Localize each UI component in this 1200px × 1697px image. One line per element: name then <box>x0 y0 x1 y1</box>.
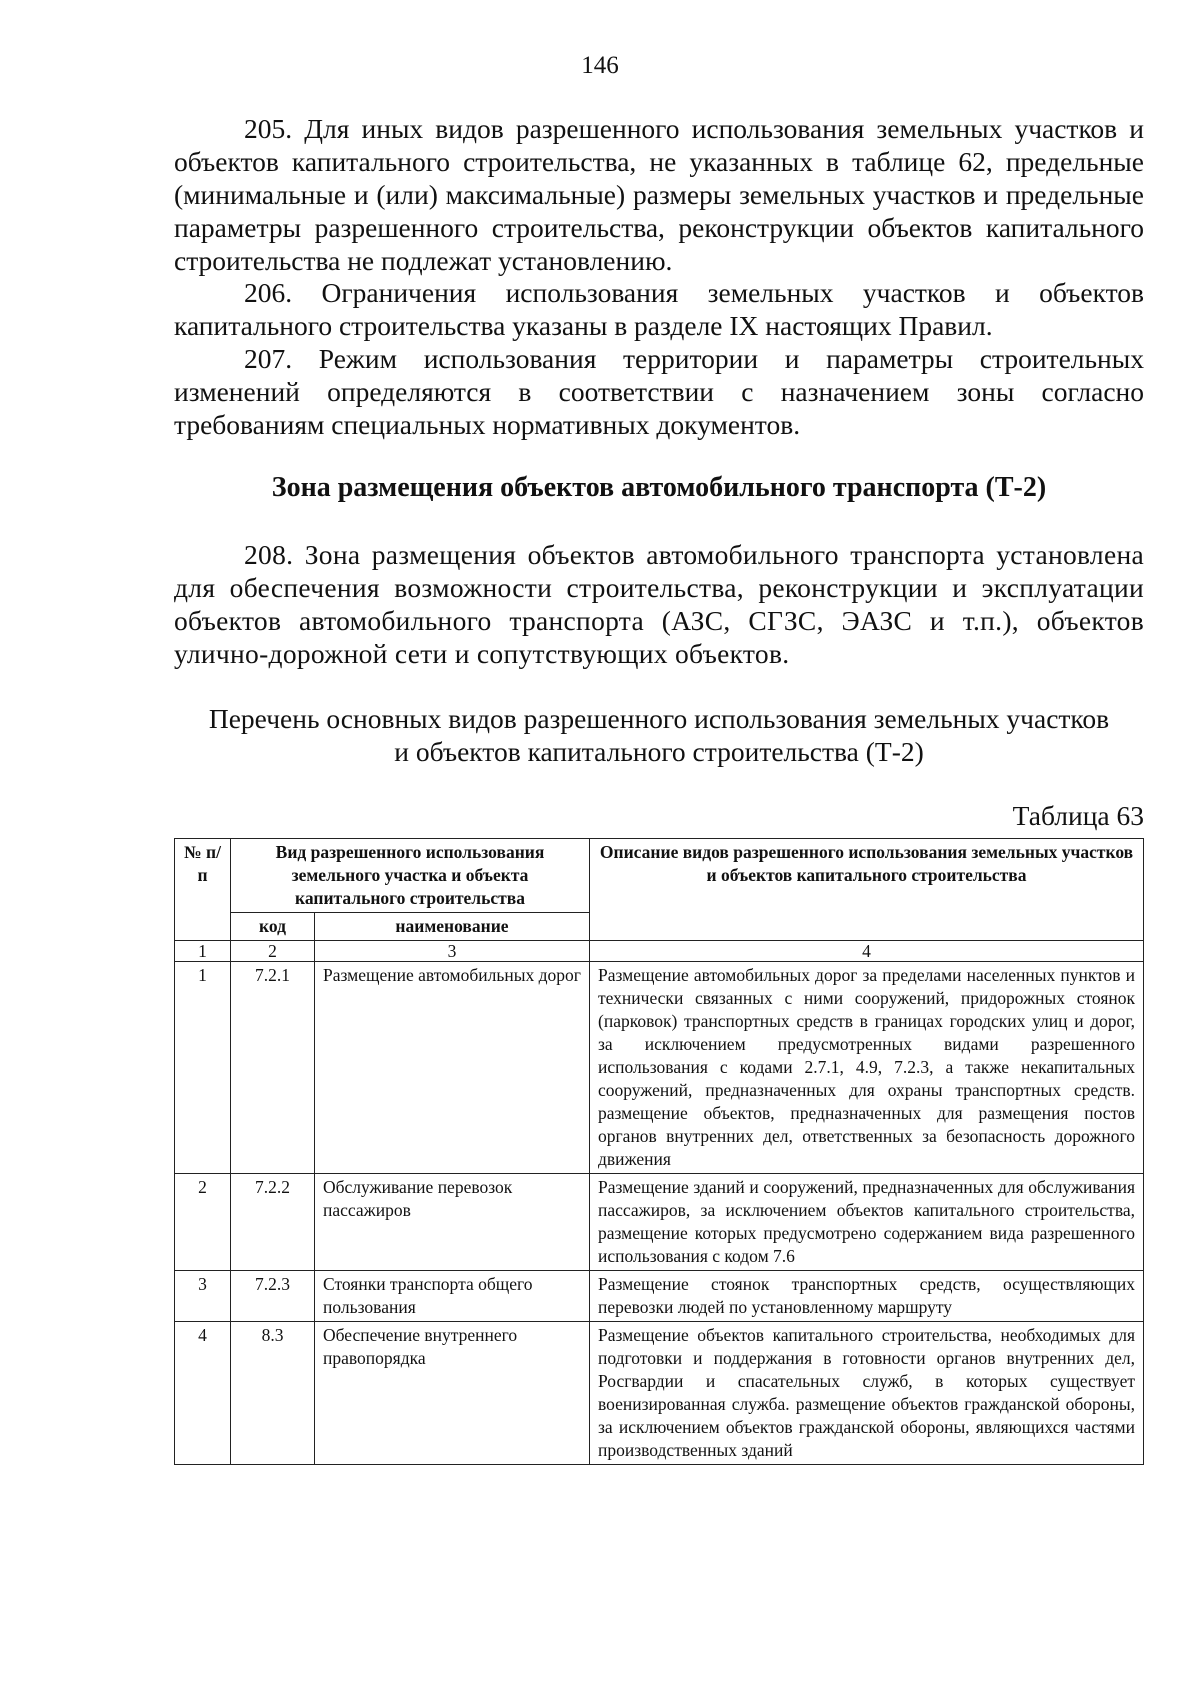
row-code: 7.2.3 <box>231 1271 315 1322</box>
row-name: Обслуживание перевозок пассажиров <box>315 1174 590 1271</box>
row-code: 8.3 <box>231 1322 315 1465</box>
row-description: Размещение зданий и сооружений, предназначенных для обслуживания пассажиров, за исключением объектов капитального строительства, размещение которых предусмотрено содержанием вида разрешенного использования с кодом 7.6 <box>590 1174 1144 1271</box>
row-name: Обеспечение внутреннего правопорядка <box>315 1322 590 1465</box>
table-row <box>175 1174 1144 1271</box>
row-num: 4 <box>175 1322 231 1465</box>
table-row <box>175 1322 1144 1465</box>
column-number: 1 <box>175 941 231 962</box>
table-row <box>175 1271 1144 1322</box>
row-description: Размещение стоянок транспортных средств, осуществляющих перевозки людей по установленному маршруту <box>590 1271 1144 1322</box>
row-code: 7.2.1 <box>231 962 315 1174</box>
header-num: № п/п <box>175 839 231 941</box>
table-header-row <box>175 839 1144 913</box>
list-title-line-1: Перечень основных видов разрешенного использования земельных участков <box>208 703 1110 734</box>
column-number: 3 <box>315 941 590 962</box>
column-number: 2 <box>231 941 315 962</box>
zone-heading: Зона размещения объектов автомобильного транспорта (Т-2) <box>271 472 1047 503</box>
table-row <box>175 962 1144 1174</box>
row-num: 2 <box>175 1174 231 1271</box>
column-number: 4 <box>590 941 1144 962</box>
row-num: 3 <box>175 1271 231 1322</box>
land-use-table <box>174 838 1144 1465</box>
paragraph-206: 206. Ограничения использования земельных участков и объектов капитального строительства указаны в разделе IX настоящих Правил. <box>174 277 1144 341</box>
row-code: 7.2.2 <box>231 1174 315 1271</box>
list-title <box>174 702 1144 768</box>
row-name: Размещение автомобильных дорог <box>315 962 590 1174</box>
column-numbers-row <box>175 941 1144 962</box>
page-number: 146 <box>581 52 619 79</box>
table-caption: Таблица 63 <box>1012 800 1144 831</box>
row-description: Размещение автомобильных дорог за пределами населенных пунктов и технически связанных с ними сооружений, придорожных стоянок (парковок) транспортных средств в границах городских улиц и дорог, за исключением предусмотренных видами разрешенного использования с кодами 2.7.1, 4.9, 7.2.3, а также некапитальных сооружений, предназначенных для охраны транспортных средств. размещение объектов, предназначенных для размещения постов органов внутренних дел, ответственных за безопасность дорожного движения <box>590 962 1144 1174</box>
row-name: Стоянки транспорта общего пользования <box>315 1271 590 1322</box>
header-kind: Вид разрешенного использования земельного участка и объекта капитального строительства <box>231 839 590 913</box>
header-code: код <box>231 913 315 941</box>
row-num: 1 <box>175 962 231 1174</box>
list-title-line-2: и объектов капитального строительства (Т-2) <box>394 736 924 767</box>
header-description: Описание видов разрешенного использования земельных участков и объектов капитального строительства <box>590 839 1144 941</box>
paragraph-208: 208. Зона размещения объектов автомобильного транспорта установлена для обеспечения возможности строительства, реконструкции и эксплуатации объектов автомобильного транспорта (АЗС, СГЗС, ЭАЗС и т.п.), объектов улично-дорожной сети и сопутствующих объектов. <box>174 539 1144 669</box>
paragraph-207: 207. Режим использования территории и параметры строительных изменений определяются в соответствии с назначением зоны согласно требованиям специальных нормативных документов. <box>174 343 1144 440</box>
row-description: Размещение объектов капитального строительства, необходимых для подготовки и поддержания в готовности органов внутренних дел, Росгвардии и спасательных служб, в которых существует военизированная служба. размещение объектов гражданской обороны, за исключением объектов гражданской обороны, являющихся частями производственных зданий <box>590 1322 1144 1465</box>
paragraph-205: 205. Для иных видов разрешенного использования земельных участков и объектов капитального строительства, не указанных в таблице 62, предельные (минимальные и (или) максимальные) размеры земельных участков и предельные параметры разрешенного строительства, реконструкции объектов капитального строительства не подлежат установлению. <box>174 113 1144 276</box>
header-name: наименование <box>315 913 590 941</box>
